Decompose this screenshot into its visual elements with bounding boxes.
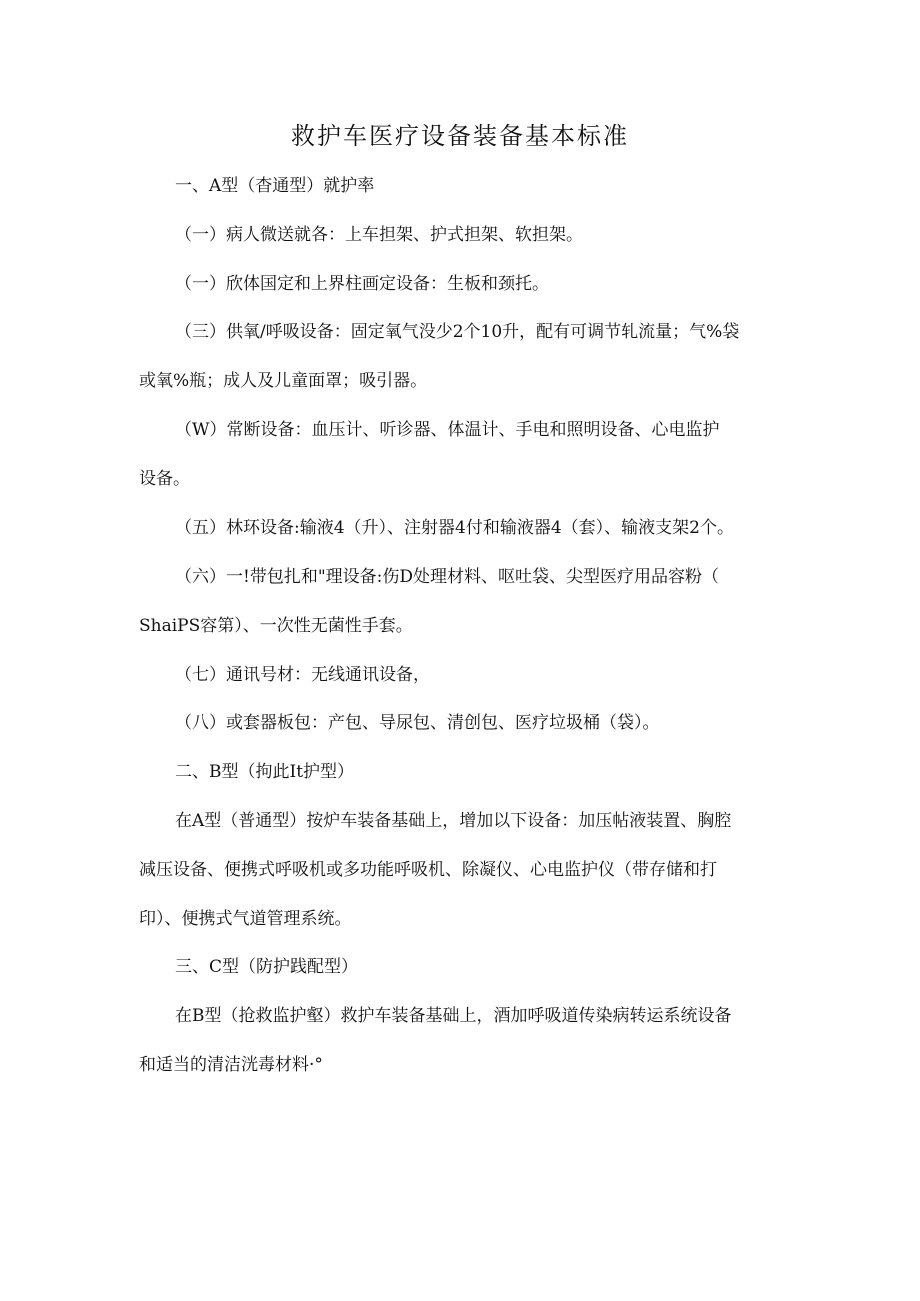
paragraph-line: 或氧%瓶；成人及儿童面罩；吸引器。 (139, 371, 428, 391)
paragraph-line: （一）病人微送就各：上车担架、护式担架、软担架。 (175, 225, 583, 245)
paragraph-line: （七）通讯号材：无线通讯设备， (175, 665, 430, 685)
paragraph-line: 印）、便携式气道管理系统。 (139, 909, 352, 929)
paragraph-line: （六）一!带包扎和"理设备:伤D处理材料、呕吐袋、尖型医疗用品容粉（ (175, 567, 720, 587)
paragraph-line: 在A型（普通型）按炉车装备基础上，增加以下设备：加压帖液装置、胸腔 (175, 811, 732, 831)
paragraph-line: 在B型（抢救监护壑）救护车装备基础上，酒加呼吸道传染病转运系统设备 (175, 1006, 732, 1026)
document-title: 救护车医疗设备装备基本标准 (291, 122, 629, 150)
section-heading-b: 二、B型（拘此It护型） (175, 762, 355, 782)
section-heading-a: 一、A型（杳通型）就护率 (175, 176, 375, 196)
paragraph-line: 减压设备、便携式呼吸机或多功能呼吸机、除凝仪、心电监护仪（带存储和打 (139, 860, 717, 880)
paragraph-line: （五）林环设备:输液4（升）、注射器4付和输液器4（套）、输液支架2个。 (175, 518, 734, 538)
section-heading-c: 三、C型（防护践配型） (175, 957, 359, 977)
paragraph-line: （W）常断设备：血压计、听诊器、体温计、手电和照明设备、心电监护 (175, 420, 720, 440)
paragraph-line: （一）欣体国定和上界柱画定设备：生板和颈托。 (175, 274, 549, 294)
paragraph-line: （八）或套器板包：产包、导尿包、清创包、医疗垃圾桶（袋）。 (175, 713, 660, 733)
paragraph-line: 设备。 (139, 469, 190, 489)
paragraph-line: 和适当的清洁洸毒材料·° (139, 1055, 323, 1075)
paragraph-line: （三）供氧/呼吸设备：固定氧气没少2个10升，配有可调节轧流量；气%袋 (175, 322, 740, 342)
paragraph-line: ShaiPS容第）、一次性无菌性手套。 (139, 616, 413, 636)
